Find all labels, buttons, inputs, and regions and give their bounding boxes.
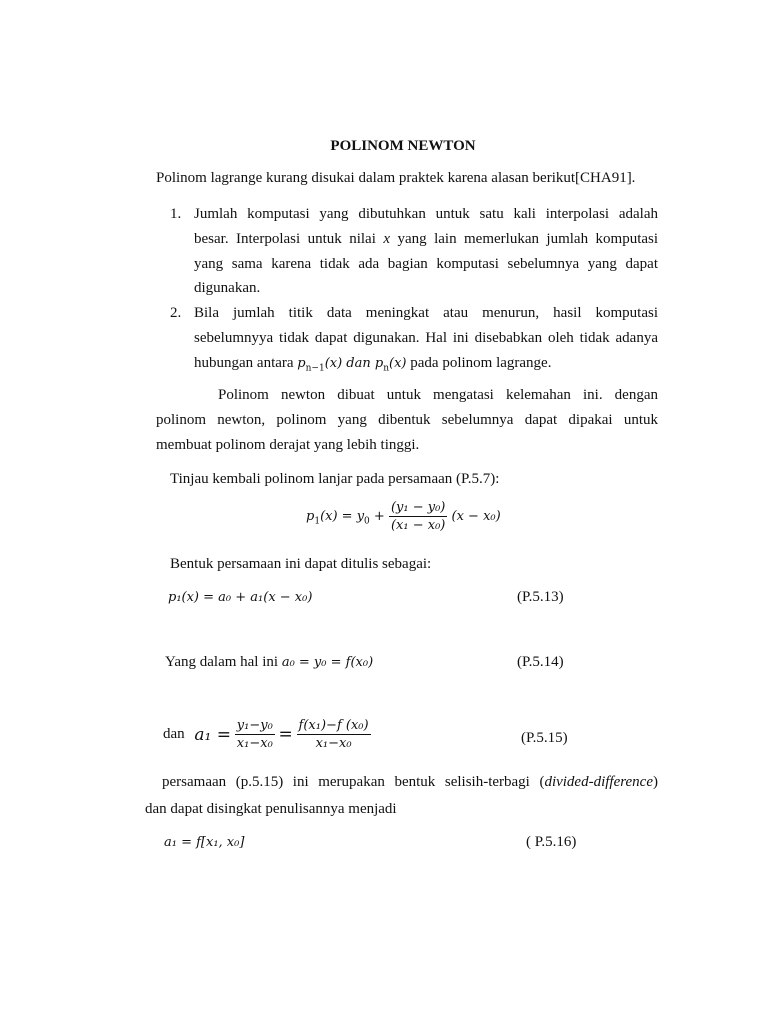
list-number-2: 2. xyxy=(170,305,182,321)
equation-p5-15-line xyxy=(163,718,371,751)
inline-math xyxy=(297,356,407,374)
paragraph-line-2: polinom newton, polinom yang dibentuk sebelumnya dapat dipakai untuk xyxy=(156,412,658,428)
list-item-1-line-4: digunakan. xyxy=(194,280,261,296)
list-item-2-line-2: sebelumnyya tidak dapat digunakan. Hal ini disebabkan oleh tidak adanya xyxy=(194,330,658,346)
math-sub-n: n xyxy=(383,363,390,374)
math-end: (x) xyxy=(389,356,407,371)
eq15-fraction-2 xyxy=(297,718,371,751)
equation-p5-14-line xyxy=(165,654,373,671)
eq1-plus: + xyxy=(369,509,389,524)
eq15-prefix: dan xyxy=(163,726,185,742)
paragraph-line-1: Polinom newton dibuat untuk mengatasi kelemahan ini. dengan xyxy=(218,387,658,403)
variable-x: x xyxy=(383,231,391,247)
list-item-2-line-3 xyxy=(194,355,551,374)
bentuk-text: Bentuk persamaan ini dapat ditulis sebagai: xyxy=(170,556,432,572)
eq1-tail: (x − x₀) xyxy=(451,509,501,524)
divided-difference-term: divided-difference xyxy=(544,774,653,790)
tinjau-text: Tinjau kembali polinom lanjar pada persamaan (P.5.7): xyxy=(170,471,500,487)
eq15-fraction-1 xyxy=(235,718,275,751)
equation-label-p5-14: (P.5.14) xyxy=(517,654,564,670)
eq1-sub: 1 xyxy=(314,516,321,527)
persamaan-line-1 xyxy=(162,774,658,791)
eq1-p: p xyxy=(306,509,315,524)
page-title: POLINOM NEWTON xyxy=(330,138,476,154)
equation-label-p5-16: ( P.5.16) xyxy=(526,834,577,850)
eq1-ysub: 0 xyxy=(364,516,370,527)
equation-p5-16: a₁ = f[x₁, x₀] xyxy=(164,835,245,850)
eq15-den-1: x₁−x₀ xyxy=(236,736,273,751)
eq1-denominator: (x₁ − x₀) xyxy=(390,518,446,533)
list-item-1-line-1: Jumlah komputasi yang dibutuhkan untuk satu kali interpolasi adalah xyxy=(194,206,658,222)
equation-p5-13: p₁(x) = a₀ + a₁(x − x₀) xyxy=(168,590,313,605)
eq15-num-2: f(x₁)−f (x₀) xyxy=(298,718,369,733)
eq15-num-1: y₁−y₀ xyxy=(236,718,273,733)
math-p: p xyxy=(297,356,306,371)
paragraph-line-3: membuat polinom derajat yang lebih tinggi. xyxy=(156,437,420,453)
equation-label-p5-15: (P.5.15) xyxy=(521,730,568,746)
list-number-1: 1. xyxy=(170,206,182,222)
eq1-rest: (x) = y xyxy=(320,509,365,524)
eq1-numerator: (y₁ − y₀) xyxy=(390,500,446,515)
persamaan-text-a: persamaan (p.5.15) ini merupakan bentuk selisih-terbagi ( xyxy=(162,774,545,790)
list-item-1-text-a: besar. Interpolasi untuk nilai xyxy=(194,231,376,247)
list-item-1-line-3: yang sama karena tidak ada bagian komputasi sebelumnya yang dapat xyxy=(194,256,658,272)
persamaan-line-2: dan dapat disingkat penulisannya menjadi xyxy=(145,801,397,817)
list-item-2-line-1: Bila jumlah titik data meningkat atau menurun, hasil komputasi xyxy=(194,305,658,321)
list-item-2-text-b: pada polinom lagrange. xyxy=(410,355,552,371)
list-item-1-text-b: yang lain memerlukan jumlah komputasi xyxy=(397,231,659,247)
eq14-math: a₀ = y₀ = f(x₀) xyxy=(281,655,374,670)
eq15-den-2: x₁−x₀ xyxy=(315,736,352,751)
eq15-equals: = xyxy=(278,724,293,745)
math-sub-n-1: n−1 xyxy=(305,363,325,374)
eq15-lhs: a₁ = xyxy=(194,724,232,745)
list-item-1-line-2 xyxy=(194,231,658,248)
math-mid: (x) dan p xyxy=(324,356,384,371)
equation-label-p5-13: (P.5.13) xyxy=(517,589,564,605)
equation-p5-7 xyxy=(306,500,501,533)
list-item-2-text-a: hubungan antara xyxy=(194,355,294,371)
eq1-fraction xyxy=(389,500,447,533)
eq14-prefix: Yang dalam hal ini xyxy=(165,654,279,670)
persamaan-text-b: ) xyxy=(653,774,658,790)
intro-text: Polinom lagrange kurang disukai dalam praktek karena alasan berikut[CHA91]. xyxy=(156,170,636,186)
